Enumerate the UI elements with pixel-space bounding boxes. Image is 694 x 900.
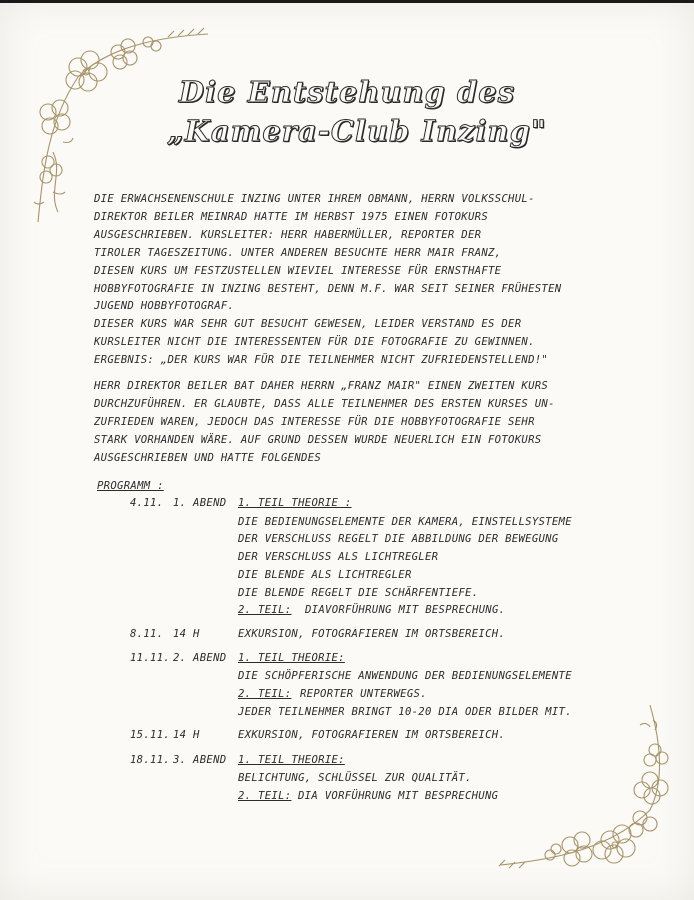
text-line: KURSLEITER NICHT DIE INTERESSENTEN FÜR DIE FOTOGRAFIE ZU GEWINNEN. <box>94 336 535 348</box>
program-part-label: 2. TEIL: <box>238 604 292 616</box>
text-line: AUSGESCHRIEBEN. KURSLEITER: HERR HABERMÜLLER, REPORTER DER <box>94 229 482 241</box>
text-line: AUSGESCHRIEBEN UND HATTE FOLGENDES <box>94 452 322 464</box>
program-item: DER VERSCHLUSS REGELT DIE ABBILDUNG DER BEWEGUNG <box>238 533 559 545</box>
program-item: BELICHTUNG, SCHLÜSSEL ZUR QUALITÄT. <box>238 772 472 784</box>
text-line: DIESEN KURS UM FESTZUSTELLEN WIEVIEL INTERESSE FÜR ERNSTHAFTE <box>94 265 502 277</box>
program-item: DIE SCHÖPFERISCHE ANWENDUNG DER BEDIENUNGSELEMENTE <box>238 670 572 682</box>
program-part-label: 1. TEIL THEORIE : <box>238 497 352 509</box>
text-line: JUGEND HOBBYFOTOGRAF. <box>94 300 235 312</box>
program-evening: 1. ABEND <box>173 497 227 509</box>
program-item: REPORTER UNTERWEGS. <box>300 688 427 700</box>
text-line: HOBBYFOTOGRAFIE IN INZING BESTEHT, DENN M.F. WAR SEIT SEINER FRÜHESTEN <box>94 283 562 295</box>
program-item: DIE BEDIENUNGSELEMENTE DER KAMERA, EINSTELLSYSTEME <box>238 516 572 528</box>
program-evening: 2. ABEND <box>173 652 227 664</box>
program-time: 14 H <box>173 729 200 741</box>
document-title-line1: Die Entstehung des <box>178 75 516 109</box>
program-item: DER VERSCHLUSS ALS LICHTREGLER <box>238 551 439 563</box>
text-line: DIE ERWACHSENENSCHULE INZING UNTER IHREM OBMANN, HERRN VOLKSSCHUL- <box>94 193 535 205</box>
program-part-label: 2. TEIL: <box>238 688 292 700</box>
text-line: HERR DIREKTOR BEILER BAT DAHER HERRN „FRANZ MAIR" EINEN ZWEITEN KURS <box>94 380 549 392</box>
floral-ornament-bottom-right <box>490 700 680 880</box>
program-part-label: 1. TEIL THEORIE: <box>238 754 345 766</box>
text-line: ZUFRIEDEN WAREN, JEDOCH DAS INTERESSE FÜR DIE HOBBYFOTOGRAFIE SEHR <box>94 416 535 428</box>
program-evening: 3. ABEND <box>173 754 227 766</box>
program-date: 4.11. <box>130 497 164 509</box>
program-part-label: 2. TEIL: <box>238 790 292 802</box>
program-heading: PROGRAMM : <box>97 480 164 492</box>
program-date: 11.11. <box>130 652 171 664</box>
text-line: DIREKTOR BEILER MEINRAD HATTE IM HERBST 1975 EINEN FOTOKURS <box>94 211 488 223</box>
program-item: DIE BLENDE ALS LICHTREGLER <box>238 569 412 581</box>
document-title-line2: „Kamera-Club Inzing" <box>166 114 548 148</box>
program-item: JEDER TEILNEHMER BRINGT 10-20 DIA ODER BILDER MIT. <box>238 706 572 718</box>
program-date: 18.11. <box>130 754 171 766</box>
program-item: DIAVORFÜHRUNG MIT BESPRECHUNG. <box>305 604 506 616</box>
program-part-label: 1. TEIL THEORIE: <box>238 652 345 664</box>
text-line: TIROLER TAGESZEITUNG. UNTER ANDEREN BESUCHTE HERR MAIR FRANZ, <box>94 247 502 259</box>
program-date: 8.11. <box>130 628 164 640</box>
text-line: DURCHZUFÜHREN. ER GLAUBTE, DASS ALLE TEILNEHMER DES ERSTEN KURSES UN- <box>94 398 555 410</box>
text-line: ERGEBNIS: „DER KURS WAR FÜR DIE TEILNEHMER NICHT ZUFRIEDENSTELLEND!" <box>94 354 549 366</box>
program-item: EXKURSION, FOTOGRAFIEREN IM ORTSBEREICH. <box>238 628 506 640</box>
text-line: DIESER KURS WAR SEHR GUT BESUCHT GEWESEN, LEIDER VERSTAND ES DER <box>94 318 522 330</box>
program-date: 15.11. <box>130 729 171 741</box>
program-time: 14 H <box>173 628 200 640</box>
program-item: EXKURSION, FOTOGRAFIEREN IM ORTSBEREICH. <box>238 729 506 741</box>
program-item: DIE BLENDE REGELT DIE SCHÄRFENTIEFE. <box>238 587 479 599</box>
text-line: STARK VORHANDEN WÄRE. AUF GRUND DESSEN WURDE NEUERLICH EIN FOTOKURS <box>94 434 542 446</box>
program-item: DIA VORFÜHRUNG MIT BESPRECHUNG <box>298 790 499 802</box>
